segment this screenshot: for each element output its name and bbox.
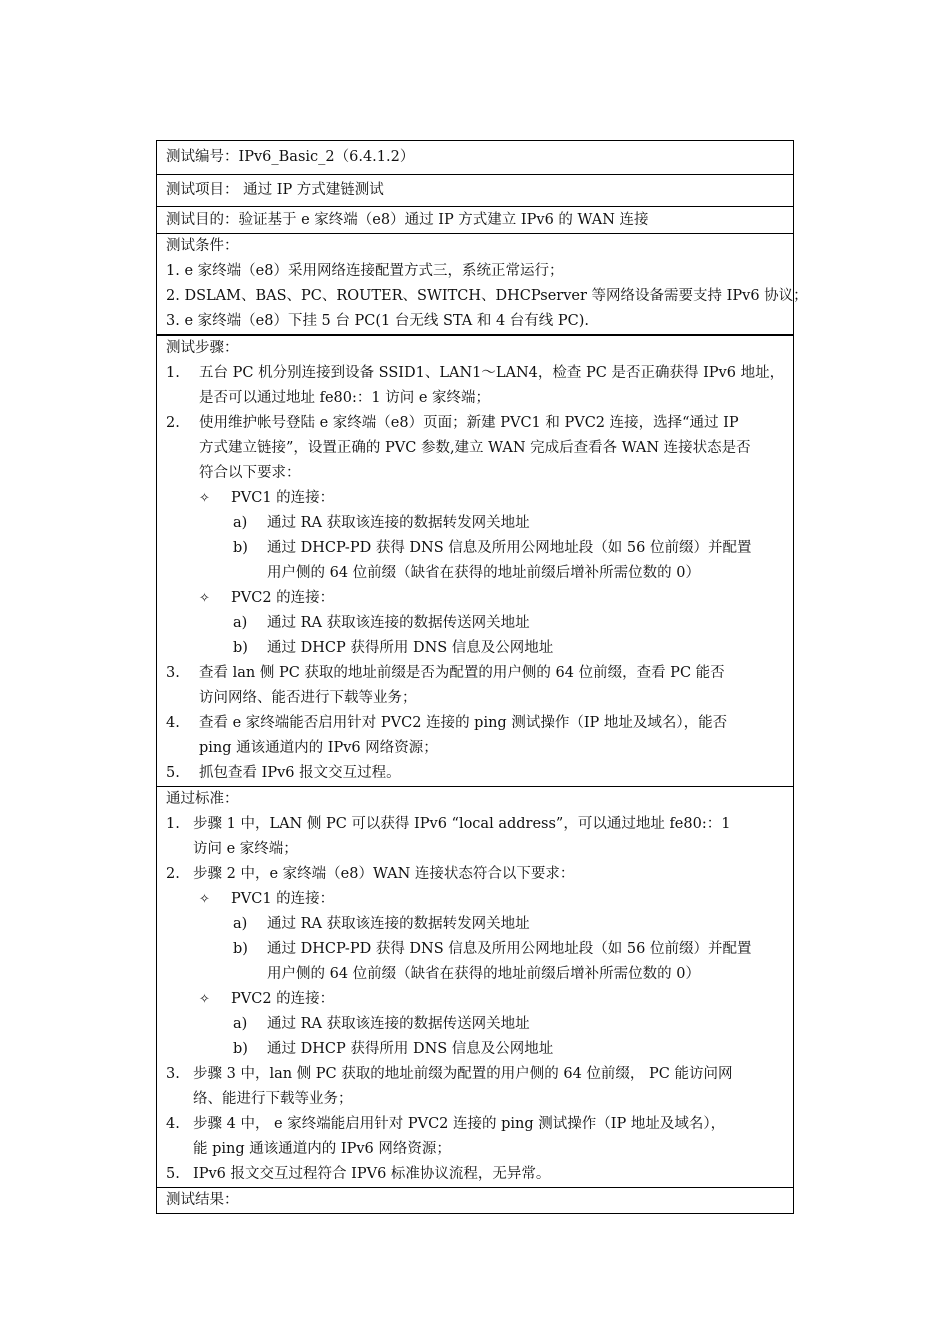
- step-text: 五台 PC 机分别连接到设备 SSID1、LAN1～LAN4，检查 PC 是否正确获得 IPv6 地址，: [199, 365, 785, 381]
- sub-item-mark: b): [233, 941, 248, 957]
- sub-item-text: 通过 DHCP-PD 获得 DNS 信息及所用公网地址段（如 56 位前缀）并配置: [267, 540, 752, 556]
- criterion-text: 步骤 4 中， e 家终端能启用针对 PVC2 连接的 ping 测试操作（IP 地址及域名），: [193, 1116, 726, 1132]
- step-text: 是否可以通过地址 fe80:：1 访问 e 家终端；: [199, 390, 491, 406]
- sub-item-text: 通过 DHCP-PD 获得 DNS 信息及所用公网地址段（如 56 位前缀）并配置: [267, 941, 752, 957]
- step-1: [157, 361, 793, 386]
- criterion-text: IPv6 报文交互过程符合 IPV6 标准协议流程，无异常。: [193, 1166, 551, 1182]
- pvc-label: PVC1 的连接：: [231, 490, 335, 506]
- criterion-3: [157, 1062, 793, 1087]
- step-text: 访问网络、能否进行下载等业务；: [199, 690, 417, 706]
- diamond-bullet-icon: ✧: [199, 992, 210, 1007]
- sub-item-mark: b): [233, 1041, 248, 1057]
- sub-item-text: 通过 RA 获取该连接的数据传送网关地址: [267, 615, 530, 631]
- sub-item-mark: a): [233, 1016, 248, 1032]
- step-text: 查看 e 家终端能否启用针对 PVC2 连接的 ping 测试操作（IP 地址及域名），能否: [199, 715, 728, 731]
- step-text: 使用维护帐号登陆 e 家终端（e8）页面；新建 PVC1 和 PVC2 连接，选择“通过 IP: [199, 415, 739, 431]
- sub-item: [157, 536, 793, 561]
- criterion-4: [157, 1112, 793, 1137]
- sub-item-text: 通过 RA 获取该连接的数据转发网关地址: [267, 916, 530, 932]
- steps-title: 测试步骤：: [166, 340, 239, 356]
- test-case-table: [156, 140, 808, 1214]
- step-number: 4.: [166, 715, 180, 731]
- sub-item: [157, 937, 793, 962]
- diamond-bullet-icon: ✧: [199, 591, 210, 606]
- step-text: ping 通该通道内的 IPv6 网络资源；: [199, 740, 438, 756]
- step-number: 3.: [166, 665, 180, 681]
- sub-item-mark: a): [233, 515, 248, 531]
- result-title: 测试结果：: [166, 1192, 239, 1208]
- criterion-text: 步骤 3 中，lan 侧 PC 获取的地址前缀为配置的用户侧的 64 位前缀， PC 能访问网: [193, 1066, 733, 1082]
- sub-item-mark: b): [233, 640, 248, 656]
- pvc-label: PVC2 的连接：: [231, 991, 335, 1007]
- diamond-bullet-icon: ✧: [199, 892, 210, 907]
- step-text: 查看 lan 侧 PC 获取的地址前缀是否为配置的用户侧的 64 位前缀，查看 PC 能否: [199, 665, 725, 681]
- criterion-text: 络、能进行下载等业务；: [193, 1091, 353, 1107]
- criterion-text: 步骤 1 中，LAN 侧 PC 可以获得 IPv6 “local address”，可以通过地址 fe80:：1: [193, 816, 731, 832]
- step-3: [157, 661, 793, 686]
- sub-item-text: 通过 RA 获取该连接的数据传送网关地址: [267, 1016, 530, 1032]
- diamond-bullet-icon: ✧: [199, 491, 210, 506]
- sub-item: [157, 636, 793, 661]
- sub-item: [157, 611, 793, 636]
- test-purpose-row: [157, 207, 793, 234]
- step-text: 抓包查看 IPv6 报文交互过程。: [199, 765, 401, 781]
- criterion-number: 3.: [166, 1066, 180, 1082]
- sub-item-mark: a): [233, 916, 248, 932]
- criterion-number: 1.: [166, 816, 180, 832]
- sub-item: [157, 1012, 793, 1037]
- sub-item: [157, 511, 793, 536]
- criterion-text: 访问 e 家终端；: [193, 841, 298, 857]
- pvc1-heading: [157, 887, 793, 912]
- step-number: 5.: [166, 765, 180, 781]
- condition-item: 3. e 家终端（e8）下挂 5 台 PC(1 台无线 STA 和 4 台有线 PC).: [166, 313, 590, 329]
- test-result-section: [157, 1188, 793, 1213]
- sub-item-text: 通过 DHCP 获得所用 DNS 信息及公网地址: [267, 1041, 554, 1057]
- test-purpose: 测试目的：验证基于 e 家终端（e8）通过 IP 方式建立 IPv6 的 WAN 连接: [166, 212, 649, 228]
- conditions-title: 测试条件：: [166, 238, 239, 254]
- criterion-number: 4.: [166, 1116, 180, 1132]
- step-text: 符合以下要求：: [199, 465, 301, 481]
- condition-item: 2. DSLAM、BAS、PC、ROUTER、SWITCH、DHCPserver 等网络设备需要支持 IPv6 协议；: [166, 288, 808, 304]
- sub-item-mark: a): [233, 615, 248, 631]
- criterion-5: [157, 1162, 793, 1187]
- criterion-text: 能 ping 通该通道内的 IPv6 网络资源；: [193, 1141, 451, 1157]
- sub-item-text: 用户侧的 64 位前缀（缺省在获得的地址前缀后增补所需位数的 0）: [267, 565, 701, 581]
- criterion-text: 步骤 2 中，e 家终端（e8）WAN 连接状态符合以下要求：: [193, 866, 575, 882]
- criteria-title: 通过标准：: [166, 791, 239, 807]
- step-2: [157, 411, 793, 436]
- step-number: 2.: [166, 415, 180, 431]
- pvc2-heading: [157, 586, 793, 611]
- pass-criteria-section: [157, 787, 793, 1188]
- pvc2-heading: [157, 987, 793, 1012]
- criterion-number: 2.: [166, 866, 180, 882]
- step-number: 1.: [166, 365, 180, 381]
- test-item-row: [157, 175, 793, 207]
- test-id: 测试编号：IPv6_Basic_2（6.4.1.2）: [166, 149, 415, 165]
- pvc-label: PVC2 的连接：: [231, 590, 335, 606]
- sub-item: [157, 1037, 793, 1062]
- sub-item-mark: b): [233, 540, 248, 556]
- step-5: [157, 761, 793, 786]
- condition-item: 1. e 家终端（e8）采用网络连接配置方式三，系统正常运行；: [166, 263, 564, 279]
- test-id-row: [157, 141, 793, 175]
- test-item: 测试项目： 通过 IP 方式建链测试: [166, 182, 384, 198]
- criterion-1: [157, 812, 793, 837]
- sub-item: [157, 912, 793, 937]
- pvc1-heading: [157, 486, 793, 511]
- test-steps-section: [157, 336, 793, 787]
- sub-item-text: 通过 RA 获取该连接的数据转发网关地址: [267, 515, 530, 531]
- criterion-2: [157, 862, 793, 887]
- sub-item-text: 用户侧的 64 位前缀（缺省在获得的地址前缀后增补所需位数的 0）: [267, 966, 701, 982]
- criterion-number: 5.: [166, 1166, 180, 1182]
- step-text: 方式建立链接”，设置正确的 PVC 参数,建立 WAN 完成后查看各 WAN 连接状态是否: [199, 440, 751, 456]
- sub-item-text: 通过 DHCP 获得所用 DNS 信息及公网地址: [267, 640, 554, 656]
- test-conditions-section: [157, 234, 808, 336]
- pvc-label: PVC1 的连接：: [231, 891, 335, 907]
- step-4: [157, 711, 793, 736]
